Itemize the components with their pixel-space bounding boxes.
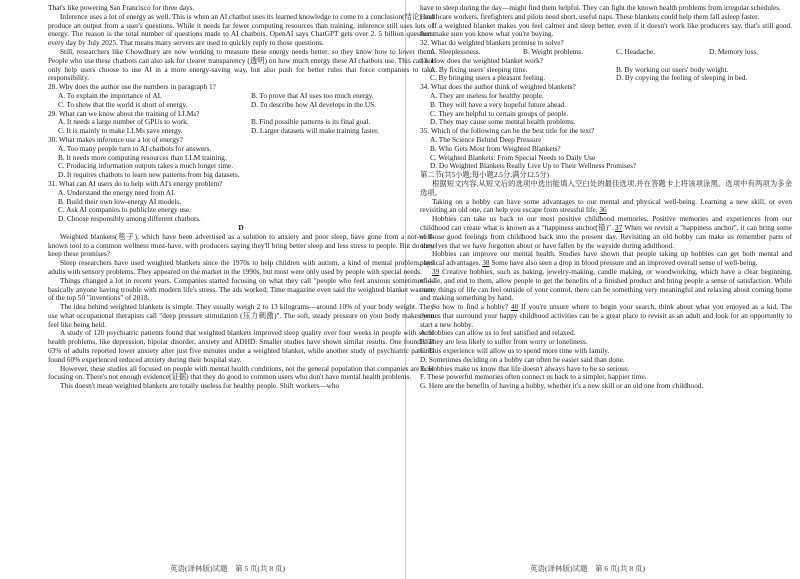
option: D. It requires chatbots to learn new patterns from big datasets. xyxy=(58,170,240,180)
text: Hobbies can take us back to our most positive childhood memories. Positive memories and experiences from our childhood can create what is known as a "happiness anchor(锚)". xyxy=(420,214,792,232)
paragraph: That's like powering San Francisco for three days. xyxy=(48,3,195,12)
question-35: 35. Which of the following can be the best title for the text? xyxy=(420,126,595,136)
section-heading: D xyxy=(238,222,244,232)
option: D. By copying the feeling of sleeping in bed. xyxy=(616,73,748,83)
option: D. Memory loss. xyxy=(709,46,759,56)
option: C. This experience will allow us to spend more time with family. xyxy=(420,346,610,356)
text: When we revisit a "happiness anchor", it can bring some of those good feelings from childhood back into the present day. Revisiting an old hobby can make us remember parts of ourselves that we have forgotten about or have fallen by the wayside during adulthood. xyxy=(420,222,792,250)
option: B. To prove that AI uses too much energy. xyxy=(251,90,374,100)
text: So how to find a hobby? xyxy=(432,302,509,312)
question-28: 28. Why does the author use the numbers in paragraph 1? xyxy=(48,82,216,92)
option: A. The Science Behind Deep Pressure xyxy=(430,134,542,144)
blank-36: 36 xyxy=(599,205,607,215)
blank-38: 38 xyxy=(482,258,490,268)
option: G. Here are the benefits of having a hobby, whether it's a new skill or an old one from childhood. xyxy=(420,381,704,391)
option: B. They are less likely to suffer from worry or loneliness. xyxy=(420,337,588,347)
option: B. Build their own low-energy AI models. xyxy=(58,196,182,206)
text: Creative hobbies, such as baking, jewelry-making, candle making, or woodworking, which have a clear beginning, middle, and end to them, allow people to get the benefits of a finished product and bring people a sense of satisfaction. While many things of life can feel outside of your control, there can be something very meaningful and relaxing about coming home and making something by hand. xyxy=(420,266,792,303)
option: A. Sleeplessness. xyxy=(430,46,481,56)
option: B. It needs more computing resources than LLM training. xyxy=(58,152,227,162)
text: Some have also seen a drop in blood pressure and an improved overall sense of well-being. xyxy=(491,258,758,268)
option: B. They will have a very hopeful future ahead. xyxy=(430,99,567,109)
paragraph: A study of 120 psychiatric patients found that weighted blankets improved sleep quality over four weeks in people with some health problems, like depression, bipolar disorder, anxiety and ADHD. Smaller studies have shown similar results. One found that 63% of adults reported lower anxiety after just five minutes under a weighted blanket, while another study of psychiatric patients found 60% experienced reduced anxiety during their hospital stay. xyxy=(48,328,434,364)
question-34: 34. What does the author think of weighted blankets? xyxy=(420,82,576,92)
option: C. Headache. xyxy=(616,46,656,56)
option: C. Producing information outputs takes a much longer time. xyxy=(58,161,234,171)
option: A. It needs a large number of GPUs to work. xyxy=(58,117,189,127)
option: A. Understand the energy need from AI. xyxy=(58,187,176,197)
paragraph xyxy=(420,268,792,303)
option: C. It is mainly to make LLMs save energy. xyxy=(58,126,183,136)
option: F. These powerful memories often connect us back to a simpler, happier time. xyxy=(420,372,647,382)
question-31: 31. What can AI users do to help with AI's energy problem? xyxy=(48,178,223,188)
option: C. Weighted Blankets: From Special Needs to Daily Use xyxy=(430,152,596,162)
paragraph xyxy=(420,198,792,216)
paragraph: Still, researchers like Chowdhury are now working to measure these energy needs better, so they know how to lower them. People who use these chatbots can also ask for clearer transparency (透明) on how much energy these AI chatbots use. This can not only help users choose to use AI in a more energy-saving way, but also push for better rules that force companies to take responsibility. xyxy=(48,46,434,83)
text: Hobbies can improve our mental health. Studies have shown that people taking up hobbies can get both mental and physical advantages. xyxy=(420,249,792,268)
paragraph: If a weighted blanket makes you feel calmer and sleep better, even if it doesn't work like producers say, that's still good. Just make sure you know what you're buying. xyxy=(420,20,792,39)
option: A. By fixing users' sleeping time. xyxy=(430,64,528,74)
option: E. Hobbies make us know that life doesn't always have to be so serious. xyxy=(420,363,630,373)
page-footer: 英语(译林版)试题 第 5 页(共 8 页) xyxy=(170,564,285,573)
section-heading: 第二节(共5小题;每小题2.5分,满分12.5分) xyxy=(420,170,550,180)
paragraph: However, these studies all focused on people with mental health conditions, not the general population that companies are now focusing on. There's not enough evidence(证据) that they do good to common users who don't have mental health problems. xyxy=(48,363,434,382)
option: D. They may cause some mental health problems. xyxy=(430,117,576,127)
paragraph: The idea behind weighted blankets is simple. They usually weigh 2 to 13 kilograms—around 10% of your body weight. They use what occupational therapists call "deep pressure stimulation (压力刺激)". The soft, steady pressure on your body makes you feel like being held. xyxy=(48,302,434,329)
blank-39: 39 xyxy=(432,266,440,276)
option: D. Do Weighted Blankets Really Live Up to Their Wellness Promises? xyxy=(430,161,637,171)
paragraph: Inference uses a lot of energy as well. This is when an AI chatbot uses its learned knowledge to come to a conclusion(结论) and produce an output from a user's questions. While it needs far fewer computing resources than training, inference still uses lots of energy. The reason is the total number of questions made to AI chatbots. OpenAI says ChatGPT gets over 2. 5 billion questions every day by July 2025. That means many servers are used to quickly reply to those questions. xyxy=(48,11,434,48)
option: B. Who Gets Most from Weighted Blankets? xyxy=(430,143,561,153)
paragraph: This doesn't mean weighted blankets are totally useless for healthy people. Shift workers—who xyxy=(60,381,340,391)
option: A. They are useless for healthy people. xyxy=(430,90,544,100)
option: A. To explain the importance of AI. xyxy=(58,90,162,100)
page-footer: 英语(译林版)试题 第 6 页(共 8 页) xyxy=(530,564,645,573)
paragraph: Weighted blankets(毯子), which have been advertised as a solution to anxiety and poor sleep, have gone from a not-well-known tool to a common wellness must-have, with producers saying they'll bring better sleep and less stress to people. But do they keep these promises? xyxy=(48,231,434,259)
paragraph xyxy=(420,303,792,329)
option: C. By bringing users a pleasant feeling. xyxy=(430,73,546,83)
option: D. Choose responsibly among different chatbots. xyxy=(58,214,201,224)
option: B. Find possible patterns is its final goal. xyxy=(251,117,371,127)
option: C. To show that the world is short of energy. xyxy=(58,99,188,109)
blank-40: 40 xyxy=(510,302,519,312)
option: D. To describe how AI develops in the US. xyxy=(251,99,377,109)
option: A. Hobbies can allow us to feel satisfied and relaxed. xyxy=(420,328,576,338)
text: If you're unsure where to begin your search, think about what you enjoyed as a kid. The themes that surround your happy childhood activities can be a great place to revisit as an adult and look for an opportunity to start a new hobby. xyxy=(420,302,793,329)
paragraph: Things changed a lot in recent years. Companies started focusing on what they call "people who feel anxious sometimes"—basically anyone having trouble with modern life's stress. The ads worked; Time magazine even said the weighted blanket was one of the top 50 "inventions" of 2018. xyxy=(48,275,434,303)
paragraph xyxy=(420,215,792,250)
option: B. By working out users' body weight. xyxy=(616,64,729,74)
instructions: 根据短文内容,从短文后的选项中选出能填入空白处的最佳选项,并在答题卡上将该项涂黑。选项中有两项为多余选项。 xyxy=(420,178,792,197)
left-column xyxy=(48,4,434,391)
paragraph: have to sleep during the day—might find them helpful. They can fight the known health problems from irregular schedules. Healthcare workers, firefighters and pilots need short, useful naps. These blankets could help them fall asleep faster. xyxy=(420,3,781,21)
paragraph: Sleep researchers have used weighted blankets since the 1970s to help children with autism, a kind of mental problem, and adults with sensory problems. They appeared on the market in the 1990s, but most were only used by people with special needs. xyxy=(48,258,434,276)
option: B. Weight problems. xyxy=(523,46,584,56)
option: A. Too many people turn to AI chatbots for answers. xyxy=(58,143,212,153)
right-column xyxy=(420,4,792,391)
question-32: 32. What do weighted blankets promise to solve? xyxy=(420,38,564,48)
question-30: 30. What makes inference use a lot of energy? xyxy=(48,134,183,144)
option: C. They are helpful to certain groups of people. xyxy=(430,108,569,118)
question-33: 33. How does the weighted blanket work? xyxy=(420,55,544,65)
option: D. Larger datasets will make training faster. xyxy=(251,126,379,136)
option: D. Sometimes deciding on a hobby can often be easier said than done. xyxy=(420,354,625,364)
text: Taking on a hobby can have some advantages to our mental and physical well-being. Learning a new skill, or even revisiting an old one, can help you escape from stressful life. xyxy=(420,196,792,215)
paragraph xyxy=(420,250,792,268)
option: C. Ask AI companies to publicize energy use. xyxy=(58,205,192,215)
question-29: 29. What can we know about the training of LLMs? xyxy=(48,108,200,118)
blank-37: 37 xyxy=(615,222,623,232)
